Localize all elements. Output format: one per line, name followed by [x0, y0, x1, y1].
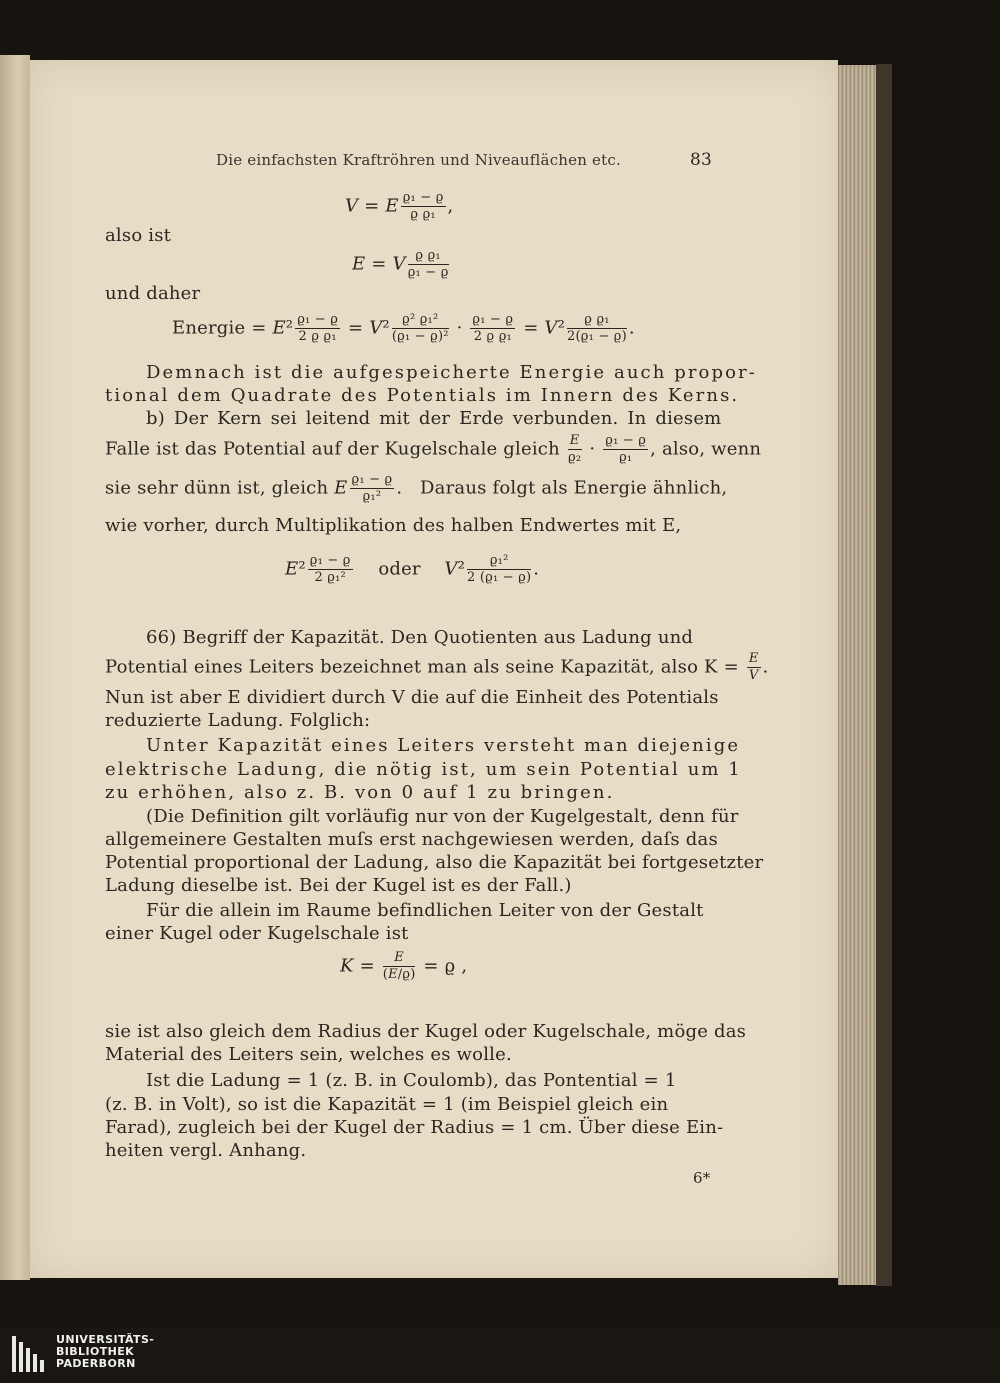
- equation-energy-results: E² $\frac{\text{ϱ₁ − ϱ}}{\text{2 ϱ₁²}}$ oder V² $\frac{\text{ϱ₁²}}{\text{2 (ϱ₁ − ϱ)}}$ .: [285, 553, 540, 585]
- text-span: Falle ist das Potential auf der Kugelschale gleich: [105, 438, 560, 460]
- equation-energie: Energie = E² $\frac{\text{ϱ₁ − ϱ}}{\text{2 ϱ ϱ₁}}$ = V² $\frac{\text{ϱ² ϱ₁²}}{\text{(ϱ₁ − ϱ)²}}$ · $\frac{\text{ϱ₁ − ϱ}}{\text{2 ϱ ϱ₁}}$ = V² $\frac{\text{ϱ ϱ₁}}{\text{2(ϱ₁ − ϱ)}}$ .: [172, 312, 635, 344]
- paragraph-line: Nun ist aber E dividiert durch V die auf die Einheit des Potentials: [105, 687, 719, 708]
- equation-kapazitaet: K = $\frac{E}{(E/ϱ)}$ = ϱ ,: [340, 950, 468, 982]
- text-span: , also, wenn: [650, 438, 762, 460]
- paragraph-line: wie vorher, durch Multiplikation des halben Endwertes mit E,: [105, 515, 682, 536]
- equation-e: E = V $\frac{\text{ϱ ϱ₁}}{\text{ϱ₁ − ϱ}}$: [352, 248, 449, 280]
- paragraph-line: (Die Definition gilt vorläufig nur von der Kugelgestalt, denn für: [146, 806, 739, 827]
- library-logo-icon: [12, 1336, 50, 1372]
- paragraph-line: Für die allein im Raume befindlichen Leiter von der Gestalt: [146, 900, 704, 921]
- und-daher: und daher: [105, 283, 201, 304]
- paragraph-line: Material des Leiters sein, welches es wolle.: [105, 1044, 512, 1065]
- paragraph-line: allgemeinere Gestalten muſs erst nachgewiesen werden, daſs das: [105, 829, 718, 850]
- book-cover: [876, 64, 892, 1286]
- also-ist: also ist: [105, 225, 172, 246]
- paragraph-line: Ladung dieselbe ist. Bei der Kugel ist es der Fall.): [105, 875, 572, 896]
- library-line: UNIVERSITÄTS-: [56, 1333, 155, 1346]
- paragraph-line-fraction: Falle ist das Potential auf der Kugelschale gleich $\frac{E}{\text{ϱ₂}}$ · $\frac{\text{ϱ₁ − ϱ}}{\text{ϱ₁}}$ , also, wenn: [105, 433, 762, 465]
- definition-line: elektrische Ladung, die nötig ist, um sein Potential um 1: [105, 759, 742, 780]
- paragraph-line: einer Kugel oder Kugelschale ist: [105, 923, 409, 944]
- equation-v: V = E $\frac{\text{ϱ₁ − ϱ}}{\text{ϱ ϱ₁}}$ ,: [345, 190, 454, 222]
- paragraph-line: Ist die Ladung = 1 (z. B. in Coulomb), das Pontential = 1: [146, 1070, 677, 1091]
- library-name: [56, 1334, 154, 1370]
- library-line: BIBLIOTHEK: [56, 1345, 135, 1358]
- section-heading-66: 66) Begriff der Kapazität. Den Quotienten aus Ladung und: [146, 627, 694, 648]
- definition-line: zu erhöhen, also z. B. von 0 auf 1 zu bringen.: [105, 782, 615, 803]
- page-number: 83: [690, 150, 713, 170]
- paragraph-line: tional dem Quadrate des Potentials im Innern des Kerns.: [105, 385, 740, 406]
- paragraph-line: Demnach ist die aufgespeicherte Energie auch propor-: [146, 362, 757, 383]
- paragraph-line: Farad), zugleich bei der Kugel der Radius = 1 cm. Über diese Ein-: [105, 1117, 724, 1138]
- facing-page-edge: [0, 55, 30, 1280]
- text-span: sie sehr dünn ist, gleich: [105, 477, 329, 499]
- definition-line: Unter Kapazität eines Leiters versteht man diejenige: [146, 735, 741, 756]
- signature-mark: 6*: [693, 1169, 711, 1187]
- text-span: Daraus folgt als Energie ähnlich,: [420, 477, 728, 499]
- oder-word: oder: [378, 558, 421, 580]
- paragraph-line: b) Der Kern sei leitend mit der Erde verbunden. In diesem: [146, 408, 722, 429]
- paragraph-line: (z. B. in Volt), so ist die Kapazität = 1 (im Beispiel gleich ein: [105, 1094, 669, 1115]
- running-title: Die einfachsten Kraftröhren und Niveauflächen etc.: [216, 151, 621, 169]
- paragraph-line: reduzierte Ladung. Folglich:: [105, 710, 371, 731]
- library-line: PADERBORN: [56, 1357, 136, 1370]
- paragraph-line: heiten vergl. Anhang.: [105, 1140, 307, 1161]
- paragraph-line: Potential proportional der Ladung, also die Kapazität bei fortgesetzter: [105, 852, 764, 873]
- paragraph-line-fraction: sie sehr dünn ist, gleich E $\frac{\text{ϱ₁ − ϱ}}{\text{ϱ₁²}}$ . Daraus folgt als Energie ähnlich,: [105, 472, 728, 504]
- paragraph-line-fraction: Potential eines Leiters bezeichnet man als seine Kapazität, also K = $\frac{E}{V}$ .: [105, 651, 769, 683]
- text-span: Potential eines Leiters bezeichnet man als seine Kapazität, also K =: [105, 656, 739, 678]
- paragraph-line: sie ist also gleich dem Radius der Kugel oder Kugelschale, möge das: [105, 1021, 747, 1042]
